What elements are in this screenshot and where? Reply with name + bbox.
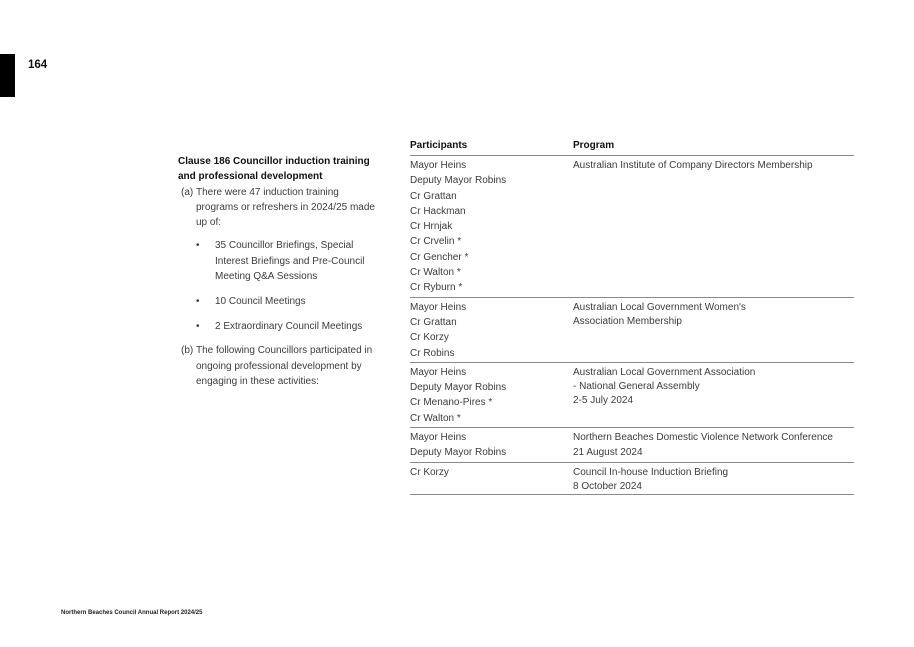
participants-cell [410, 430, 573, 461]
page-tab-marker [0, 54, 15, 97]
participant-name: Cr Korzy [410, 332, 449, 344]
participant-name: Cr Grattan [410, 190, 457, 202]
paragraph-b-marker: (b) [181, 345, 194, 357]
program-line: 2-5 July 2024 [573, 394, 634, 406]
page-number: 164 [28, 59, 48, 71]
program-line: Association Membership [573, 315, 682, 327]
table-row [410, 298, 854, 363]
footer-text: Northern Beaches Council Annual Report 2024/25 [61, 610, 203, 616]
program-line: Northern Beaches Domestic Violence Network Conference [573, 432, 833, 444]
header-program: Program [573, 140, 615, 151]
paragraph-b-text: The following Councillors participated in ongoing professional development by engaging in these activities: [196, 345, 373, 388]
program-cell [573, 465, 854, 493]
participant-name: Cr Hrnjak [410, 221, 453, 233]
list-item-text: 2 Extraordinary Council Meetings [215, 320, 363, 332]
development-table [410, 139, 854, 495]
participants-cell [410, 300, 573, 361]
program-cell [573, 430, 854, 461]
program-line: 8 October 2024 [573, 480, 642, 492]
participant-name: Mayor Heins [410, 432, 467, 444]
list-item [196, 238, 383, 284]
participant-name: Cr Crvelin * [410, 236, 462, 248]
participant-name: Mayor Heins [410, 160, 467, 171]
bullet-icon: • [196, 295, 200, 307]
participant-name: Cr Grattan [410, 316, 457, 328]
list-item-text: 10 Council Meetings [215, 295, 306, 307]
program-cell [573, 300, 854, 361]
participant-name: Cr Walton * [410, 412, 461, 424]
program-line: - National General Assembly [573, 380, 700, 392]
participant-name: Deputy Mayor Robins [410, 175, 507, 187]
participant-name: Cr Korzy [410, 466, 449, 478]
paragraph-a-text: There were 47 induction training programs or refreshers in 2024/25 made up of: [196, 186, 375, 229]
list-item-text: 35 Councillor Briefings, Special Interest Briefings and Pre-Council Meeting Q&A Sessions [215, 240, 365, 283]
paragraph-a-marker: (a) [181, 186, 194, 198]
table-body [410, 156, 854, 495]
paragraph-b [178, 343, 383, 389]
participant-name: Cr Gencher * [410, 251, 469, 263]
list-item [196, 319, 383, 334]
participants-cell [410, 158, 573, 296]
paragraph-a [178, 185, 383, 231]
table-row [410, 363, 854, 428]
table-row [410, 156, 854, 298]
participant-name: Mayor Heins [410, 301, 467, 313]
list-item [196, 294, 383, 309]
participants-cell [410, 465, 573, 493]
clause-title: Clause 186 Councillor induction training and professional development [178, 156, 370, 183]
table-header [410, 139, 854, 156]
participant-name: Cr Menano-Pires * [410, 397, 493, 409]
bullet-icon: • [196, 240, 200, 252]
table-row [410, 463, 854, 495]
participant-name: Cr Ryburn * [410, 282, 463, 294]
program-cell [573, 365, 854, 426]
induction-list [178, 238, 383, 333]
participant-name: Cr Robins [410, 347, 455, 359]
bullet-icon: • [196, 320, 200, 332]
participant-name: Deputy Mayor Robins [410, 447, 507, 459]
clause-section [178, 154, 383, 389]
program-line: Australian Institute of Company Directors Membership [573, 160, 813, 171]
program-cell [573, 158, 854, 296]
program-line: 21 August 2024 [573, 447, 643, 459]
participant-name: Deputy Mayor Robins [410, 382, 507, 394]
participant-name: Cr Walton * [410, 267, 461, 279]
participants-cell [410, 365, 573, 426]
participant-name: Cr Hackman [410, 205, 466, 217]
header-participants: Participants [410, 140, 468, 151]
participant-name: Mayor Heins [410, 366, 467, 378]
program-line: Australian Local Government Women's [573, 301, 746, 313]
table-row [410, 428, 854, 463]
program-line: Australian Local Government Association [573, 366, 756, 378]
program-line: Council In-house Induction Briefing [573, 466, 729, 478]
